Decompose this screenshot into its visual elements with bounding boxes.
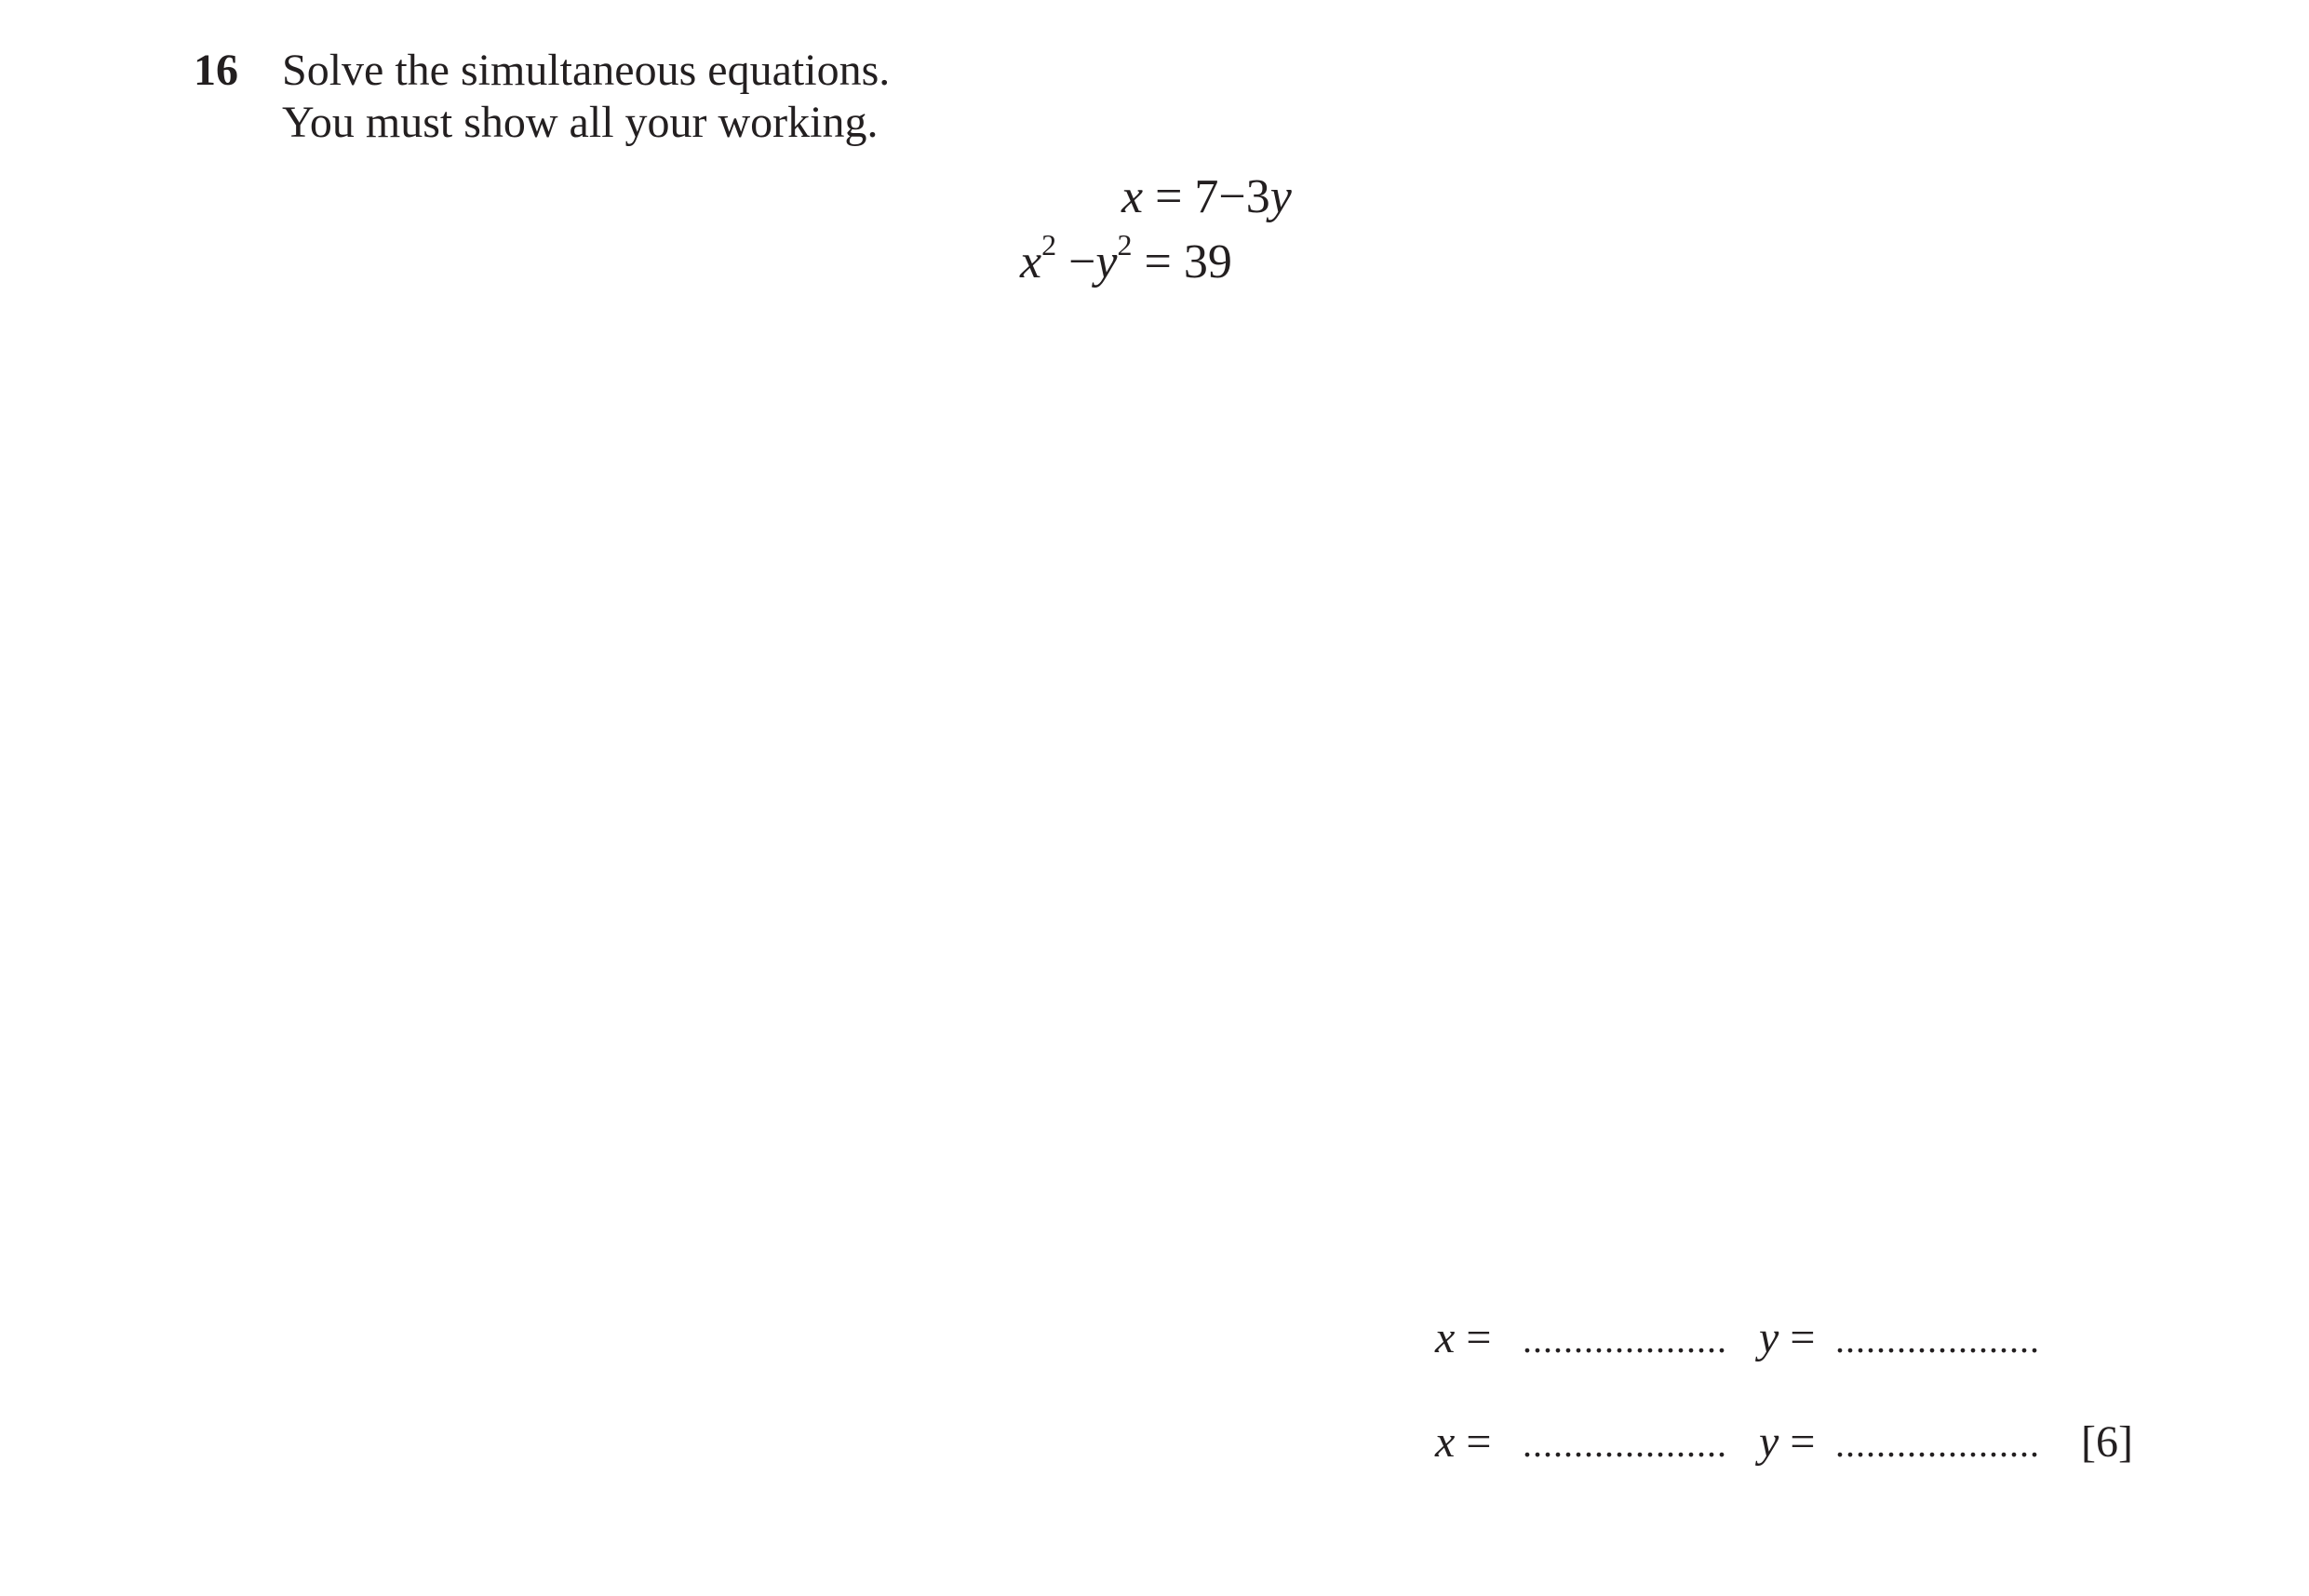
eq2-y-exponent: 2 bbox=[1117, 227, 1133, 262]
equation-2 bbox=[1020, 227, 1232, 292]
answer-y-var: y bbox=[1759, 1313, 1779, 1362]
answer-y-var: y bbox=[1759, 1417, 1779, 1467]
answer-x-blank[interactable]: .................... bbox=[1523, 1423, 1727, 1465]
eq1-x: x bbox=[1121, 170, 1144, 223]
answer-x-var: x bbox=[1435, 1313, 1456, 1362]
answer-x-blank[interactable]: .................... bbox=[1523, 1319, 1727, 1361]
answer-y-blank[interactable]: .................... bbox=[1835, 1423, 2040, 1465]
question-instruction: Solve the simultaneous equations. bbox=[282, 46, 891, 95]
working-instruction: You must show all your working. bbox=[282, 98, 879, 147]
answer-y-equals: = bbox=[1790, 1417, 1816, 1467]
answer-x-equals: = bbox=[1466, 1313, 1492, 1362]
eq1-const: 7 bbox=[1194, 170, 1219, 223]
answer-y-equals: = bbox=[1790, 1313, 1816, 1362]
eq1-equals: = bbox=[1155, 170, 1183, 223]
answer-row-1-y-label bbox=[1759, 1310, 1815, 1366]
eq2-x-exponent: 2 bbox=[1041, 227, 1057, 262]
eq2-rhs: 39 bbox=[1183, 235, 1232, 288]
eq1-coef: 3 bbox=[1245, 170, 1270, 223]
marks-label: [6] bbox=[2081, 1417, 2133, 1467]
eq2-x: x bbox=[1020, 235, 1042, 288]
answer-x-var: x bbox=[1435, 1417, 1456, 1467]
eq2-y: y bbox=[1095, 235, 1118, 288]
answer-row-2-x-field[interactable] bbox=[1523, 1415, 1727, 1472]
question-number: 16 bbox=[194, 46, 238, 95]
eq2-minus: − bbox=[1068, 235, 1096, 288]
answer-row-1-x-label bbox=[1435, 1310, 1491, 1366]
answer-row-2-x-label bbox=[1435, 1415, 1491, 1470]
eq1-y: y bbox=[1269, 170, 1292, 223]
equation-1 bbox=[1121, 168, 1292, 227]
answer-x-equals: = bbox=[1466, 1417, 1492, 1467]
answer-row-1-y-field[interactable] bbox=[1835, 1310, 2040, 1368]
eq2-equals: = bbox=[1144, 235, 1172, 288]
answer-row-2-y-field[interactable] bbox=[1835, 1415, 2040, 1472]
answer-row-2-y-label bbox=[1759, 1415, 1815, 1470]
answer-row-1-x-field[interactable] bbox=[1523, 1310, 1727, 1368]
answer-y-blank[interactable]: .................... bbox=[1835, 1319, 2040, 1361]
eq1-minus: − bbox=[1218, 170, 1246, 223]
